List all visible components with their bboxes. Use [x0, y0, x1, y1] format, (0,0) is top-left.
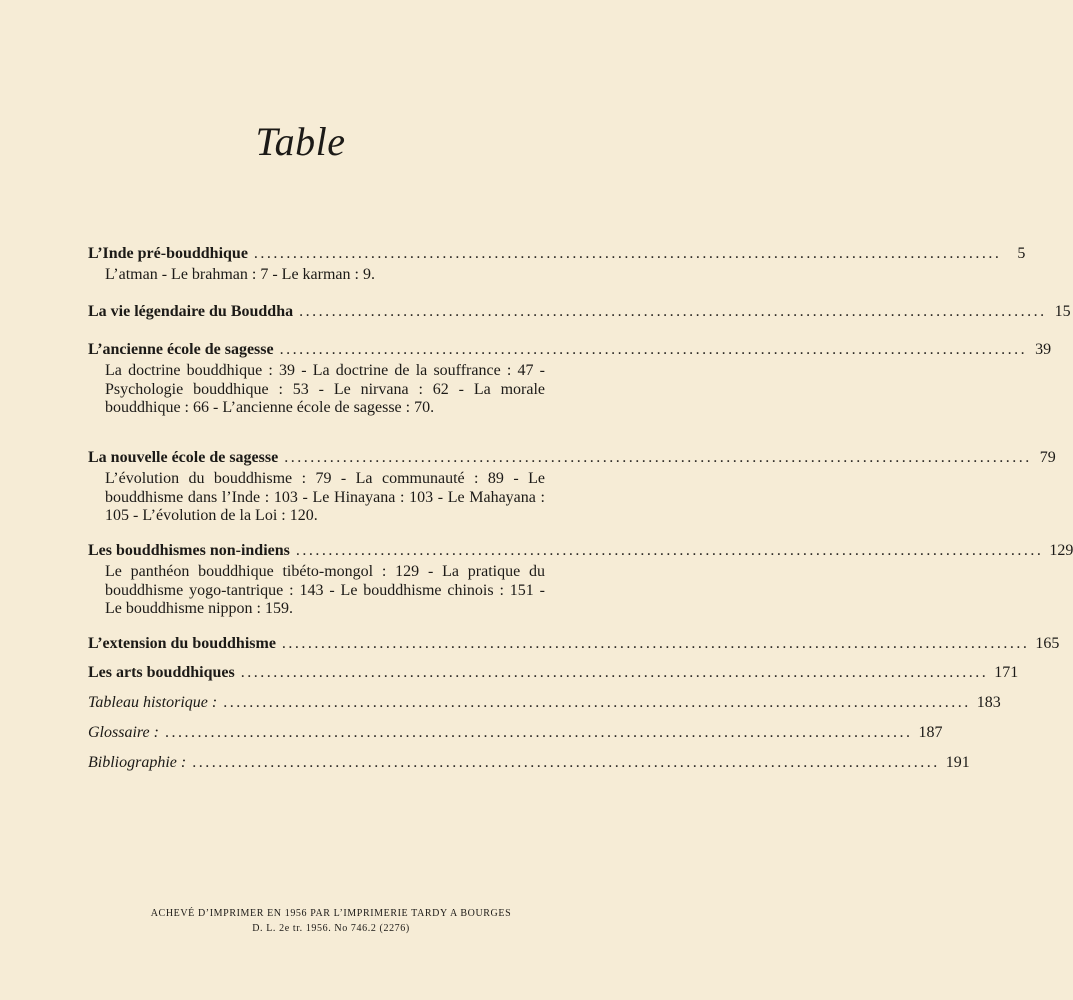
toc-entry-inde[interactable] [88, 244, 1026, 285]
toc-entry-tableau-historique[interactable] [88, 693, 1001, 713]
toc-entry-label: L’ancienne école de sagesse [88, 341, 274, 358]
toc-entry-label: La nouvelle école de sagesse [88, 449, 279, 466]
leader-dots: ................................................................................................................... [253, 245, 1002, 262]
toc-entry-subtopics: La doctrine bouddhique : 39 - La doctrine de la souffrance : 47 - Psychologie bouddhique : 53 - Le nirvana : 62 - La morale bouddhique : 66 - L’ancienne école de sagesse : 70. [105, 362, 545, 416]
toc-entry-page: 5 [1017, 245, 1026, 262]
toc-entry-subtopics: Le panthéon bouddhique tibéto-mongol : 129 - La pratique du bouddhisme yogo-tantrique : 143 - Le bouddhisme chinois : 151 - Le bouddhisme nippon : 159. [105, 563, 545, 617]
toc-entry-page: 39 [1035, 341, 1052, 358]
toc-entry-page: 165 [1035, 635, 1060, 652]
toc-entry-page: 15 [1054, 303, 1071, 320]
colophon-line-1: ACHEVÉ D’IMPRIMER EN 1956 PAR L’IMPRIMERIE TARDY A BOURGES [150, 908, 512, 919]
toc-entry-glossaire[interactable] [88, 723, 943, 743]
toc-entry-label: Bibliographie : [88, 754, 187, 771]
toc-entry-ancienne-ecole[interactable] [88, 340, 1052, 418]
toc-entry-label: La vie légendaire du Bouddha [88, 303, 294, 320]
leader-dots: ................................................................................................................... [164, 724, 913, 741]
toc-entry-label: Tableau historique : [88, 694, 218, 711]
toc-entry-page: 79 [1039, 449, 1056, 466]
leader-dots: ................................................................................................................... [295, 542, 1044, 559]
leader-dots: ................................................................................................................... [240, 664, 989, 681]
colophon [130, 906, 532, 936]
toc-entry-non-indiens[interactable] [88, 541, 1073, 619]
toc-entry-label: Les arts bouddhiques [88, 664, 235, 681]
toc-entry-extension[interactable] [88, 634, 1060, 654]
toc-entry-label: Les bouddhismes non-indiens [88, 542, 290, 559]
toc-entry-vie-legendaire[interactable] [88, 302, 1071, 322]
toc-entry-subtopics: L’atman - Le brahman : 7 - Le karman : 9. [105, 266, 375, 283]
leader-dots: ................................................................................................................... [299, 303, 1047, 320]
leader-dots: ................................................................................................................... [284, 449, 1032, 466]
toc-entry-label: Glossaire : [88, 724, 159, 741]
leader-dots: ................................................................................................................... [192, 754, 940, 771]
toc-entry-nouvelle-ecole[interactable] [88, 448, 1056, 526]
toc-entry-page: 191 [945, 754, 970, 771]
toc-entry-label: L’extension du bouddhisme [88, 635, 276, 652]
leader-dots: ................................................................................................................... [279, 341, 1028, 358]
toc-entry-page: 171 [994, 664, 1019, 681]
toc-entry-label: L’Inde pré-bouddhique [88, 245, 248, 262]
page-title: Table [255, 119, 346, 164]
toc-entry-page: 183 [976, 694, 1001, 711]
leader-dots: ................................................................................................................... [223, 694, 971, 711]
leader-dots: ................................................................................................................... [281, 635, 1030, 652]
toc-entry-bibliographie[interactable] [88, 753, 970, 773]
toc-entry-subtopics: L’évolution du bouddhisme : 79 - La communauté : 89 - Le bouddhisme dans l’Inde : 103 - Le Hinayana : 103 - Le Mahayana : 105 - L’évolution de la Loi : 120. [105, 470, 545, 524]
toc-entry-page: 187 [918, 724, 943, 741]
colophon-line-2: D. L. 2e tr. 1956. No 746.2 (2276) [252, 923, 410, 934]
toc-entry-page: 129 [1049, 542, 1073, 559]
toc-entry-arts[interactable] [88, 663, 1019, 683]
